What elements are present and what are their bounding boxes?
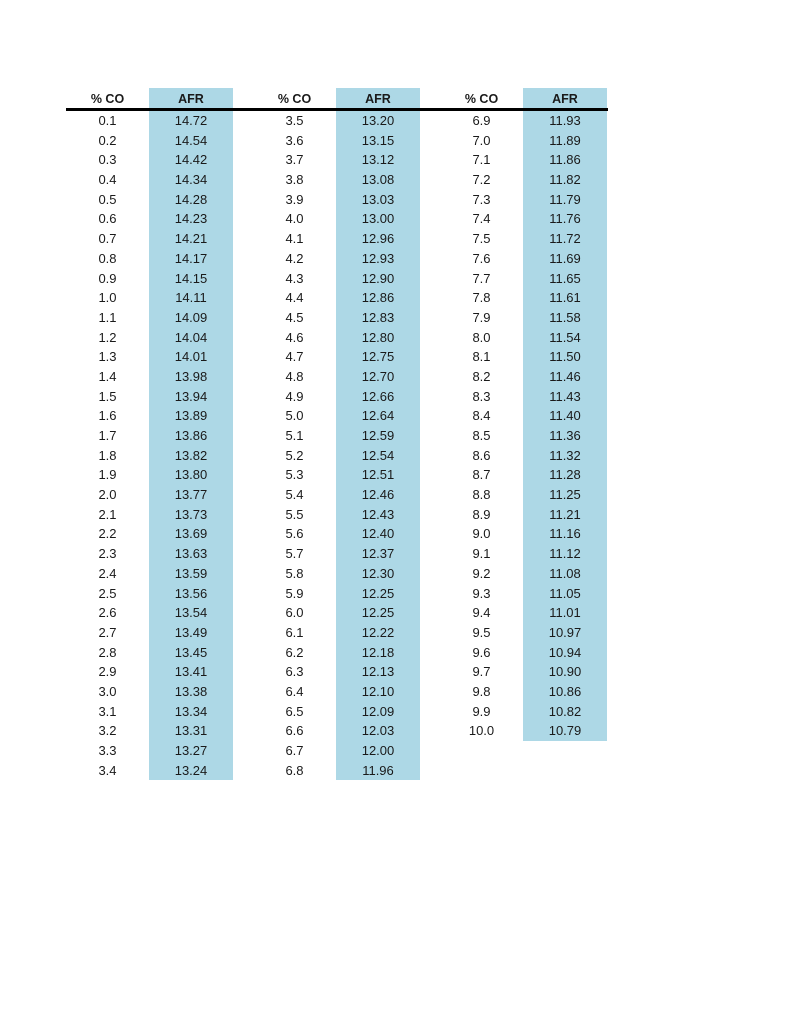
- co-cell: 5.6: [285, 526, 304, 542]
- co-cell: 5.5: [285, 506, 304, 522]
- afr-cell: 11.72: [523, 229, 607, 249]
- afr-cell: 12.13: [336, 662, 420, 682]
- co-cell: 7.8: [472, 290, 491, 306]
- co-cell: 1.4: [98, 368, 117, 384]
- afr-column: [336, 88, 420, 780]
- afr-cells: [149, 111, 233, 780]
- afr-cell: 11.21: [523, 505, 607, 525]
- afr-cells: [523, 111, 607, 741]
- afr-header: AFR: [336, 88, 420, 108]
- co-cell: 8.6: [472, 447, 491, 463]
- co-cell: 4.2: [285, 250, 304, 266]
- afr-cell: 11.16: [523, 524, 607, 544]
- co-cell: 1.5: [98, 388, 117, 404]
- co-cell: 0.8: [98, 250, 117, 266]
- afr-cell: 13.86: [149, 426, 233, 446]
- afr-cell: 14.28: [149, 190, 233, 210]
- afr-cell: 14.54: [149, 131, 233, 151]
- afr-cell: 11.43: [523, 387, 607, 407]
- co-header: % CO: [90, 92, 125, 106]
- co-cells: [253, 111, 336, 780]
- afr-cell: 13.63: [149, 544, 233, 564]
- afr-cell: 13.08: [336, 170, 420, 190]
- afr-cell: 13.03: [336, 190, 420, 210]
- co-cell: 5.3: [285, 467, 304, 483]
- co-cell: 1.6: [98, 408, 117, 424]
- afr-cell: 11.82: [523, 170, 607, 190]
- co-cell: 1.3: [98, 349, 117, 365]
- afr-cell: 13.41: [149, 662, 233, 682]
- co-cell: 3.0: [98, 683, 117, 699]
- afr-cell: 12.25: [336, 603, 420, 623]
- afr-cell: 13.89: [149, 406, 233, 426]
- afr-cell: 10.94: [523, 643, 607, 663]
- co-cell: 5.2: [285, 447, 304, 463]
- afr-cell: 12.40: [336, 524, 420, 544]
- co-cell: 1.1: [98, 309, 117, 325]
- afr-cell: 12.25: [336, 584, 420, 604]
- afr-cell: 13.77: [149, 485, 233, 505]
- co-cell: 9.2: [472, 565, 491, 581]
- co-cell: 1.8: [98, 447, 117, 463]
- afr-cell: 14.34: [149, 170, 233, 190]
- afr-cells: [336, 111, 420, 780]
- co-cell: 7.6: [472, 250, 491, 266]
- co-cell: 5.7: [285, 546, 304, 562]
- afr-cell: 12.80: [336, 328, 420, 348]
- co-cell: 2.3: [98, 546, 117, 562]
- afr-column: [149, 88, 233, 780]
- afr-cell: 12.96: [336, 229, 420, 249]
- co-cell: 9.6: [472, 644, 491, 660]
- co-cell: 0.9: [98, 270, 117, 286]
- afr-cell: 11.28: [523, 465, 607, 485]
- co-cell: 0.5: [98, 191, 117, 207]
- afr-cell: 12.09: [336, 702, 420, 722]
- co-cell: 2.4: [98, 565, 117, 581]
- afr-cell: 11.89: [523, 131, 607, 151]
- co-cell: 6.6: [285, 723, 304, 739]
- co-cell: 4.9: [285, 388, 304, 404]
- co-cell: 7.5: [472, 231, 491, 247]
- afr-cell: 12.43: [336, 505, 420, 525]
- co-cell: 6.8: [285, 762, 304, 778]
- co-cell: 4.1: [285, 231, 304, 247]
- co-cell: 3.7: [285, 152, 304, 168]
- co-cell: 3.3: [98, 743, 117, 758]
- co-cell: 4.0: [285, 211, 304, 227]
- co-header: % CO: [277, 92, 312, 106]
- co-cell: 2.8: [98, 644, 117, 660]
- co-cell: 9.7: [472, 664, 491, 680]
- co-column: [66, 88, 149, 780]
- afr-cell: 12.30: [336, 564, 420, 584]
- co-cell: 3.9: [285, 191, 304, 207]
- afr-cell: 14.11: [149, 288, 233, 308]
- co-cell: 4.3: [285, 270, 304, 286]
- co-cell: 6.5: [285, 703, 304, 719]
- afr-cell: 12.03: [336, 721, 420, 741]
- afr-cell: 13.98: [149, 367, 233, 387]
- co-cell: 7.3: [472, 191, 491, 207]
- co-cell: 7.4: [472, 211, 491, 227]
- co-column: [440, 88, 523, 741]
- co-cell: 6.9: [472, 113, 491, 128]
- afr-cell: 12.00: [336, 741, 420, 761]
- afr-cell: 11.96: [336, 761, 420, 781]
- afr-cell: 14.42: [149, 150, 233, 170]
- afr-cell: 12.64: [336, 406, 420, 426]
- co-cell: 8.0: [472, 329, 491, 345]
- afr-cell: 13.27: [149, 741, 233, 761]
- co-cell: 8.5: [472, 428, 491, 443]
- co-cell: 6.2: [285, 644, 304, 660]
- afr-cell: 13.94: [149, 387, 233, 407]
- afr-cell: 13.00: [336, 209, 420, 229]
- afr-cell: 13.82: [149, 446, 233, 466]
- afr-cell: 11.61: [523, 288, 607, 308]
- co-cell: 8.8: [472, 487, 491, 503]
- co-cell: 0.7: [98, 231, 117, 247]
- co-cell: 9.8: [472, 683, 491, 699]
- co-cell: 4.8: [285, 368, 304, 384]
- afr-cell: 11.12: [523, 544, 607, 564]
- co-cell: 5.1: [285, 428, 304, 443]
- afr-cell: 12.75: [336, 347, 420, 367]
- co-cell: 2.0: [98, 487, 117, 503]
- co-cell: 5.8: [285, 565, 304, 581]
- afr-cell: 14.23: [149, 209, 233, 229]
- afr-cell: 10.86: [523, 682, 607, 702]
- afr-cell: 13.80: [149, 465, 233, 485]
- afr-cell: 11.01: [523, 603, 607, 623]
- co-cell: 9.0: [472, 526, 491, 542]
- afr-cell: 12.54: [336, 446, 420, 466]
- co-cell: 8.4: [472, 408, 491, 424]
- co-cell: 2.7: [98, 624, 117, 640]
- afr-cell: 13.45: [149, 643, 233, 663]
- afr-cell: 13.56: [149, 584, 233, 604]
- afr-cell: 11.25: [523, 485, 607, 505]
- co-cell: 1.0: [98, 290, 117, 306]
- co-cell: 6.7: [285, 743, 304, 758]
- co-cell: 7.0: [472, 132, 491, 148]
- co-cell: 9.9: [472, 703, 491, 719]
- afr-cell: 12.93: [336, 249, 420, 269]
- afr-cell: 10.97: [523, 623, 607, 643]
- afr-cell: 13.15: [336, 131, 420, 151]
- co-cell: 3.4: [98, 762, 117, 778]
- co-cell: 8.9: [472, 506, 491, 522]
- afr-cell: 14.09: [149, 308, 233, 328]
- afr-cell: 12.46: [336, 485, 420, 505]
- co-cell: 3.2: [98, 723, 117, 739]
- afr-cell: 12.18: [336, 643, 420, 663]
- afr-cell: 10.90: [523, 662, 607, 682]
- afr-cell: 13.54: [149, 603, 233, 623]
- afr-cell: 13.12: [336, 150, 420, 170]
- afr-cell: 11.79: [523, 190, 607, 210]
- co-cell: 8.2: [472, 368, 491, 384]
- afr-cell: 13.24: [149, 761, 233, 781]
- co-cell: 8.1: [472, 349, 491, 365]
- co-cell: 9.5: [472, 624, 491, 640]
- co-cell: 0.6: [98, 211, 117, 227]
- afr-cell: 10.79: [523, 721, 607, 741]
- co-header: % CO: [464, 92, 499, 106]
- co-column: [253, 88, 336, 780]
- afr-cell: 13.59: [149, 564, 233, 584]
- co-cell: 5.0: [285, 408, 304, 424]
- afr-cell: 11.36: [523, 426, 607, 446]
- afr-cell: 11.86: [523, 150, 607, 170]
- afr-cell: 13.31: [149, 721, 233, 741]
- co-cell: 7.7: [472, 270, 491, 286]
- afr-cell: 12.22: [336, 623, 420, 643]
- co-cell: 9.4: [472, 605, 491, 621]
- co-cell: 3.1: [98, 703, 117, 719]
- co-cell: 4.6: [285, 329, 304, 345]
- afr-cell: 11.05: [523, 584, 607, 604]
- afr-cell: 12.10: [336, 682, 420, 702]
- co-cell: 6.3: [285, 664, 304, 680]
- afr-cell: 12.59: [336, 426, 420, 446]
- afr-cell: 11.65: [523, 269, 607, 289]
- afr-cell: 11.69: [523, 249, 607, 269]
- co-cell: 8.7: [472, 467, 491, 483]
- co-cell: 0.1: [98, 113, 117, 128]
- afr-cell: 14.17: [149, 249, 233, 269]
- afr-cell: 11.54: [523, 328, 607, 348]
- co-cell: 1.2: [98, 329, 117, 345]
- co-cell: 0.2: [98, 132, 117, 148]
- afr-header: AFR: [523, 88, 607, 108]
- co-cell: 7.9: [472, 309, 491, 325]
- co-cell: 0.4: [98, 172, 117, 188]
- afr-cell: 14.15: [149, 269, 233, 289]
- afr-cell: 13.38: [149, 682, 233, 702]
- afr-cell: 13.20: [336, 111, 420, 131]
- co-cell: 1.7: [98, 428, 117, 443]
- afr-cell: 11.08: [523, 564, 607, 584]
- afr-column: [523, 88, 607, 741]
- co-cell: 3.6: [285, 132, 304, 148]
- co-cell: 9.3: [472, 585, 491, 601]
- co-cell: 2.6: [98, 605, 117, 621]
- afr-cell: 13.69: [149, 524, 233, 544]
- afr-cell: 11.40: [523, 406, 607, 426]
- afr-cell: 12.83: [336, 308, 420, 328]
- co-cell: 2.2: [98, 526, 117, 542]
- co-cell: 4.7: [285, 349, 304, 365]
- afr-cell: 10.82: [523, 702, 607, 722]
- co-cell: 1.9: [98, 467, 117, 483]
- co-cells: [66, 111, 149, 780]
- co-cell: 7.1: [472, 152, 491, 168]
- afr-cell: 13.73: [149, 505, 233, 525]
- co-cell: 2.9: [98, 664, 117, 680]
- co-cell: 8.3: [472, 388, 491, 404]
- co-cell: 6.1: [285, 624, 304, 640]
- afr-cell: 14.04: [149, 328, 233, 348]
- co-cell: 4.4: [285, 290, 304, 306]
- co-cell: 0.3: [98, 152, 117, 168]
- afr-cell: 12.86: [336, 288, 420, 308]
- afr-cell: 12.90: [336, 269, 420, 289]
- afr-cell: 11.76: [523, 209, 607, 229]
- afr-cell: 11.46: [523, 367, 607, 387]
- afr-header: AFR: [149, 88, 233, 108]
- afr-cell: 12.66: [336, 387, 420, 407]
- afr-cell: 11.50: [523, 347, 607, 367]
- co-cell: 2.5: [98, 585, 117, 601]
- afr-cell: 11.58: [523, 308, 607, 328]
- afr-cell: 12.37: [336, 544, 420, 564]
- afr-cell: 14.01: [149, 347, 233, 367]
- co-cell: 10.0: [468, 723, 495, 739]
- co-cell: 6.4: [285, 683, 304, 699]
- afr-cell: 14.72: [149, 111, 233, 131]
- afr-cell: 12.51: [336, 465, 420, 485]
- co-cell: 3.8: [285, 172, 304, 188]
- co-cell: 9.1: [472, 546, 491, 562]
- afr-cell: 11.93: [523, 111, 607, 131]
- afr-cell: 11.32: [523, 446, 607, 466]
- afr-cell: 14.21: [149, 229, 233, 249]
- afr-cell: 13.34: [149, 702, 233, 722]
- co-cell: 3.5: [285, 113, 304, 128]
- co-cell: 4.5: [285, 309, 304, 325]
- co-cell: 2.1: [98, 506, 117, 522]
- afr-cell: 13.49: [149, 623, 233, 643]
- co-cells: [440, 111, 523, 741]
- co-cell: 5.9: [285, 585, 304, 601]
- co-cell: 5.4: [285, 487, 304, 503]
- co-cell: 7.2: [472, 172, 491, 188]
- co-cell: 6.0: [285, 605, 304, 621]
- afr-cell: 12.70: [336, 367, 420, 387]
